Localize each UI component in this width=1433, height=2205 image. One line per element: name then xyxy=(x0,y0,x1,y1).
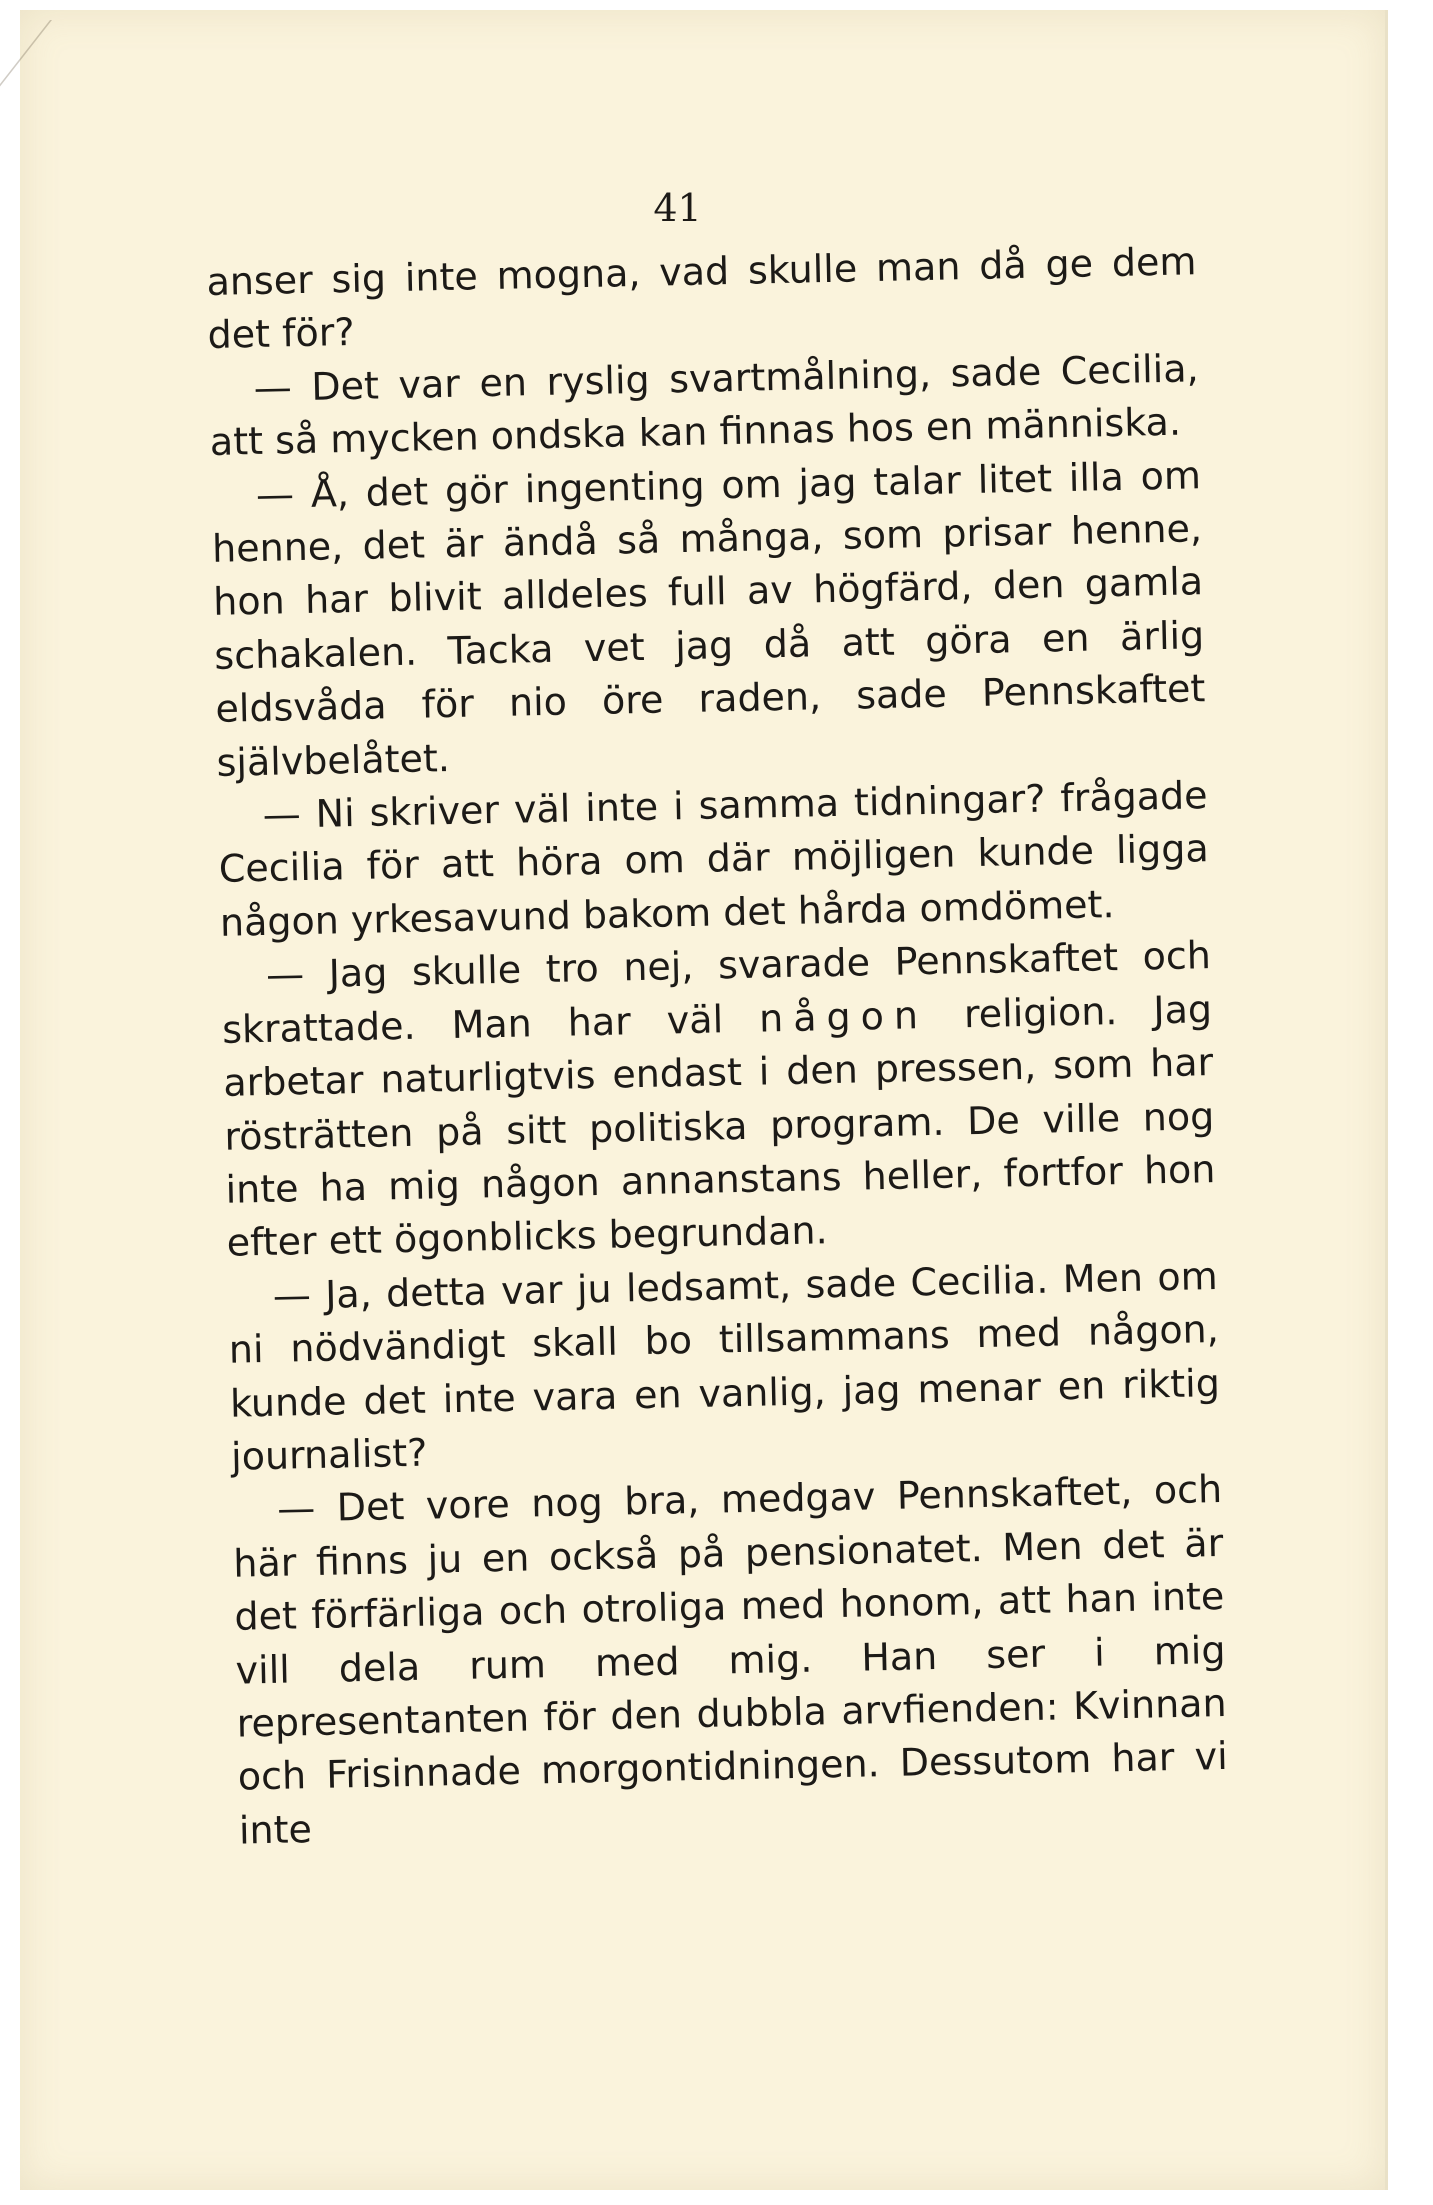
page-body xyxy=(206,235,1229,1858)
page-number: 41 xyxy=(653,186,702,230)
paragraph-3: — Å, det gör ingenting om jag talar litet illa om henne, det är ändå så många, som prisar henne, hon har blivit alldeles full av högfärd, den gamla schakalen. Tacka vet jag då att göra en ärlig eldsvåda för nio öre raden, sade Pennskaftet självbelåtet. xyxy=(211,452,1206,785)
paragraph-4: — Ni skriver väl inte i samma tidningar? frågade Cecilia för att höra om där möjligen kunde ligga någon yrkesavund bakom det hårda omdömet. xyxy=(218,773,1210,945)
emphasized-word: någon xyxy=(758,992,929,1041)
book-page xyxy=(20,10,1388,2190)
paragraph-1: anser sig inte mogna, vad skulle man då ge dem det för? xyxy=(206,239,1197,358)
paragraph-2: — Det var en ryslig svartmålning, sade Cecilia, att så mycken ondska kan finnas hos en människa. xyxy=(209,346,1200,465)
paragraph-7: — Det vore nog bra, medgav Pennskaftet, och här finns ju en också på pensionatet. Men det är det förfärliga och otroliga med honom, att han inte vill dela rum med mig. Han ser i mig representanten för den dubbla arvfienden: Kvinnan och Frisinnade morgontidningen. Dessutom har vi inte xyxy=(232,1467,1229,1853)
paragraph-5-start: — Jag skulle tro nej, svarade Pennskaftet och skrattade. Man har väl xyxy=(221,933,1212,1052)
paragraph-5-end: religion. Jag arbetar naturligtvis endast i den pressen, som har rösträtten på sitt politiska program. De ville nog inte ha mig någon annanstans heller, fortfor hon efter ett ögonblicks begrundan. xyxy=(222,986,1216,1266)
paragraph-6: — Ja, detta var ju ledsamt, sade Cecilia. Men om ni nödvändigt skall bo tillsammans med någon, kunde det inte vara en vanlig, jag menar en riktig journalist? xyxy=(228,1253,1221,1479)
paragraph-5 xyxy=(221,929,1217,1270)
paper-crease-mark xyxy=(0,20,142,130)
